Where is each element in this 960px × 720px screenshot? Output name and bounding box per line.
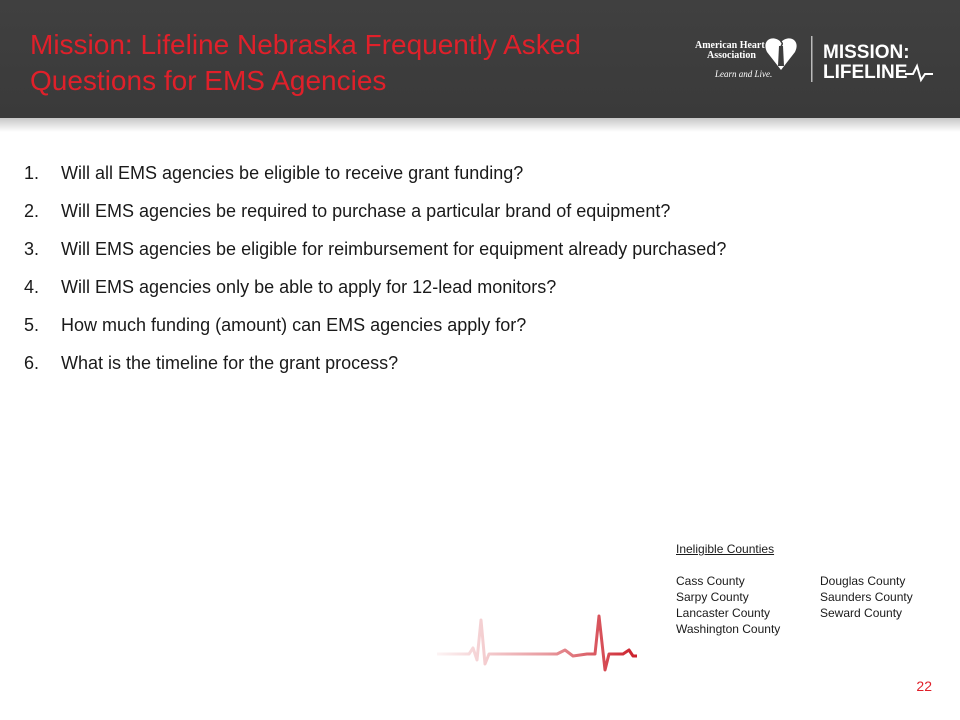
question-text: Will EMS agencies be required to purchase a particular brand of equipment? [61, 201, 671, 221]
county-item: Douglas County [820, 574, 906, 588]
page-number: 22 [916, 678, 932, 694]
page-title [30, 27, 670, 99]
question-number: 4. [24, 277, 40, 297]
ml-line2: LIFELINE [823, 62, 908, 83]
lifeline-pulse-icon [905, 66, 933, 80]
question-text: Will EMS agencies only be able to apply for 12-lead monitors? [61, 277, 557, 297]
county-item: Sarpy County [676, 590, 749, 604]
county-item: Lancaster County [676, 606, 771, 620]
county-item: Seward County [820, 606, 903, 620]
heart-torch-icon [765, 38, 796, 70]
aha-tagline: Learn and Live. [715, 69, 773, 79]
aha-name-line1: American Heart [695, 40, 765, 51]
faq-question [24, 350, 904, 376]
faq-question [24, 312, 904, 338]
logo-divider [811, 36, 813, 82]
title-line-1: Mission: Lifeline Nebraska Frequently Asked [30, 29, 581, 60]
question-text: What is the timeline for the grant process? [61, 353, 399, 373]
question-number: 6. [24, 353, 40, 373]
question-number: 5. [24, 315, 40, 335]
faq-question [24, 274, 904, 300]
question-text: Will EMS agencies be eligible for reimbursement for equipment already purchased? [61, 239, 727, 259]
faq-question [24, 236, 904, 262]
county-item: Saunders County [820, 590, 913, 604]
question-number: 3. [24, 239, 40, 259]
question-number: 2. [24, 201, 40, 221]
ineligible-heading: Ineligible Counties [676, 542, 775, 556]
question-text: Will all EMS agencies be eligible to receive grant funding? [61, 163, 524, 183]
faq-question [24, 160, 904, 186]
aha-name-line2: Association [707, 50, 756, 61]
question-number: 1. [24, 163, 40, 183]
county-item: Washington County [676, 622, 781, 636]
aha-mission-lifeline-logo [693, 30, 943, 90]
title-line-2: Questions for EMS Agencies [30, 65, 387, 96]
header-shadow [0, 118, 960, 132]
faq-question [24, 198, 904, 224]
question-text: How much funding (amount) can EMS agencies apply for? [61, 315, 527, 335]
ecg-heartbeat-graphic [437, 612, 637, 672]
faq-question-list [24, 160, 904, 388]
ml-line1: MISSION: [823, 42, 910, 63]
county-item: Cass County [676, 574, 745, 588]
county-list [676, 573, 946, 637]
ineligible-counties-box [676, 541, 946, 637]
